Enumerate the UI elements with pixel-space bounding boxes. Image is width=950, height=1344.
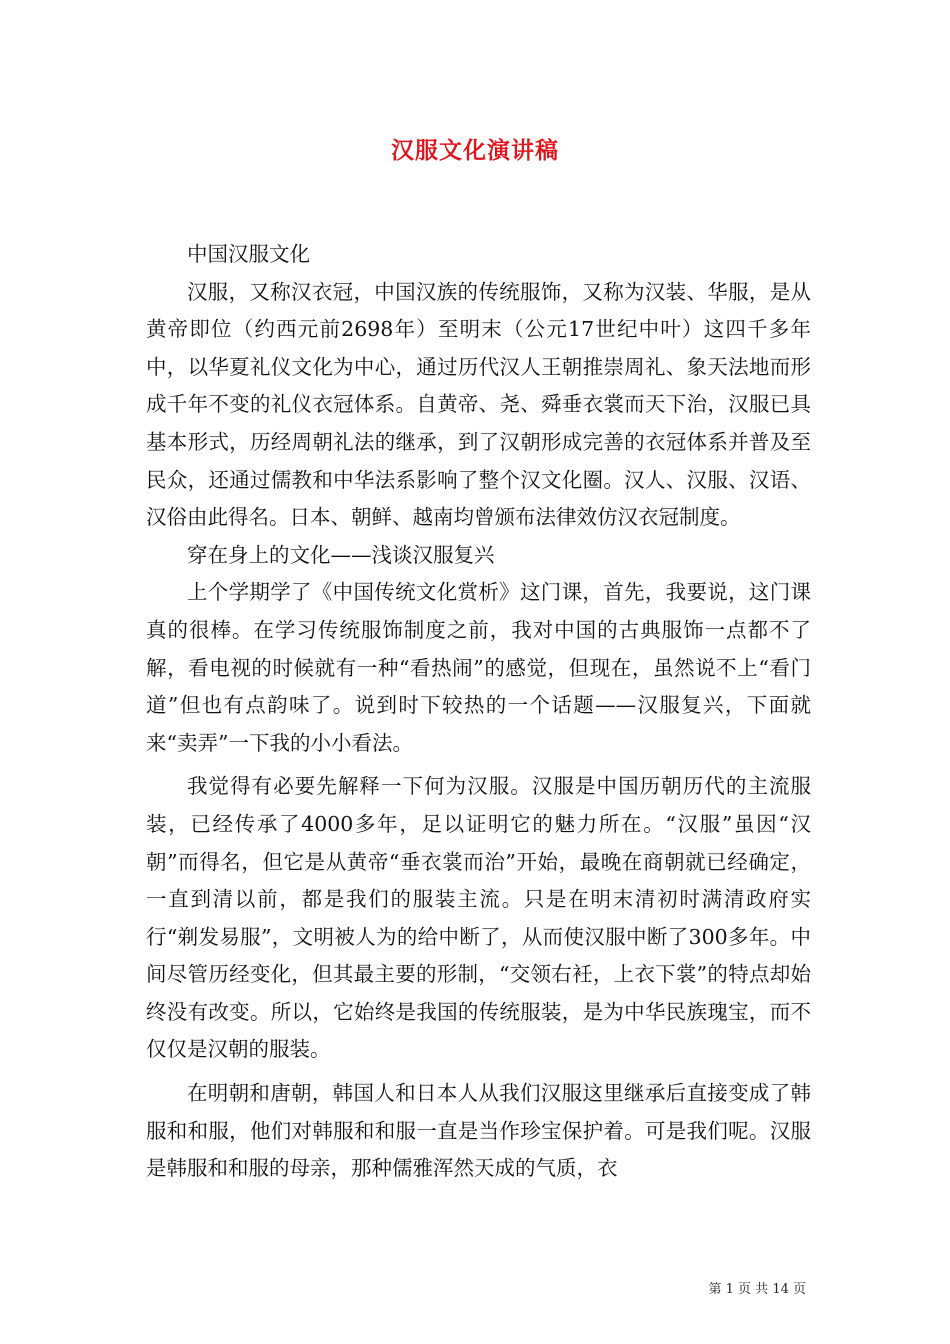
- paragraph: 上个学期学了《中国传统文化赏析》这门课，首先，我要说，这门课真的很棒。在学习传统服饰制度之前，我对中国的古典服饰一点都不了解，看电视的时候就有一种“看热闹”的感觉，但现在，虽然说不上“看门道”但也有点韵味了。说到时下较热的一个话题——汉服复兴，下面就来“卖弄”一下我的小小看法。: [146, 580, 811, 755]
- paragraph: 我觉得有必要先解释一下何为汉服。汉服是中国历朝历代的主流服装，已经传承了4000多年，足以证明它的魅力所在。“汉服”虽因“汉朝”而得名，但它是从黄帝“垂衣裳而治”开始，最晚在商朝就已经确定，一直到清以前，都是我们的服装主流。只是在明末清初时满清政府实行“剃发易服”，文明被人为的给中断了，从而使汉服中断了300多年。中间尽管历经变化，但其最主要的形制，“交领右衽，上衣下裳”的特点却始终没有改变。所以，它始终是我国的传统服装，是为中华民族瑰宝，而不仅仅是汉朝的服装。: [146, 774, 811, 1062]
- document-title: 汉服文化演讲稿: [391, 137, 559, 164]
- document-body: [146, 236, 811, 1188]
- paragraph: 汉服，又称汉衣冠，中国汉族的传统服饰，又称为汉装、华服，是从黄帝即位（约西元前2698年）至明末（公元17世纪中叶）这四千多年中，以华夏礼仪文化为中心，通过历代汉人王朝推崇周礼、象天法地而形成千年不变的礼仪衣冠体系。自黄帝、尧、舜垂衣裳而天下治，汉服已具基本形式，历经周朝礼法的继承，到了汉朝形成完善的衣冠体系并普及至民众，还通过儒教和中华法系影响了整个汉文化圈。汉人、汉服、汉语、汉俗由此得名。日本、朝鲜、越南均曾颁布法律效仿汉衣冠制度。: [146, 279, 811, 530]
- page-number: 第 1 页 共 14 页: [708, 1282, 806, 1297]
- section-heading: 中国汉服文化: [187, 242, 310, 266]
- section-heading: 穿在身上的文化——浅谈汉服复兴: [187, 542, 495, 567]
- paragraph: 在明朝和唐朝，韩国人和日本人从我们汉服这里继承后直接变成了韩服和和服，他们对韩服和和服一直是当作珍宝保护着。可是我们呢。汉服是韩服和和服的母亲，那种儒雅浑然天成的气质，衣: [146, 1081, 811, 1181]
